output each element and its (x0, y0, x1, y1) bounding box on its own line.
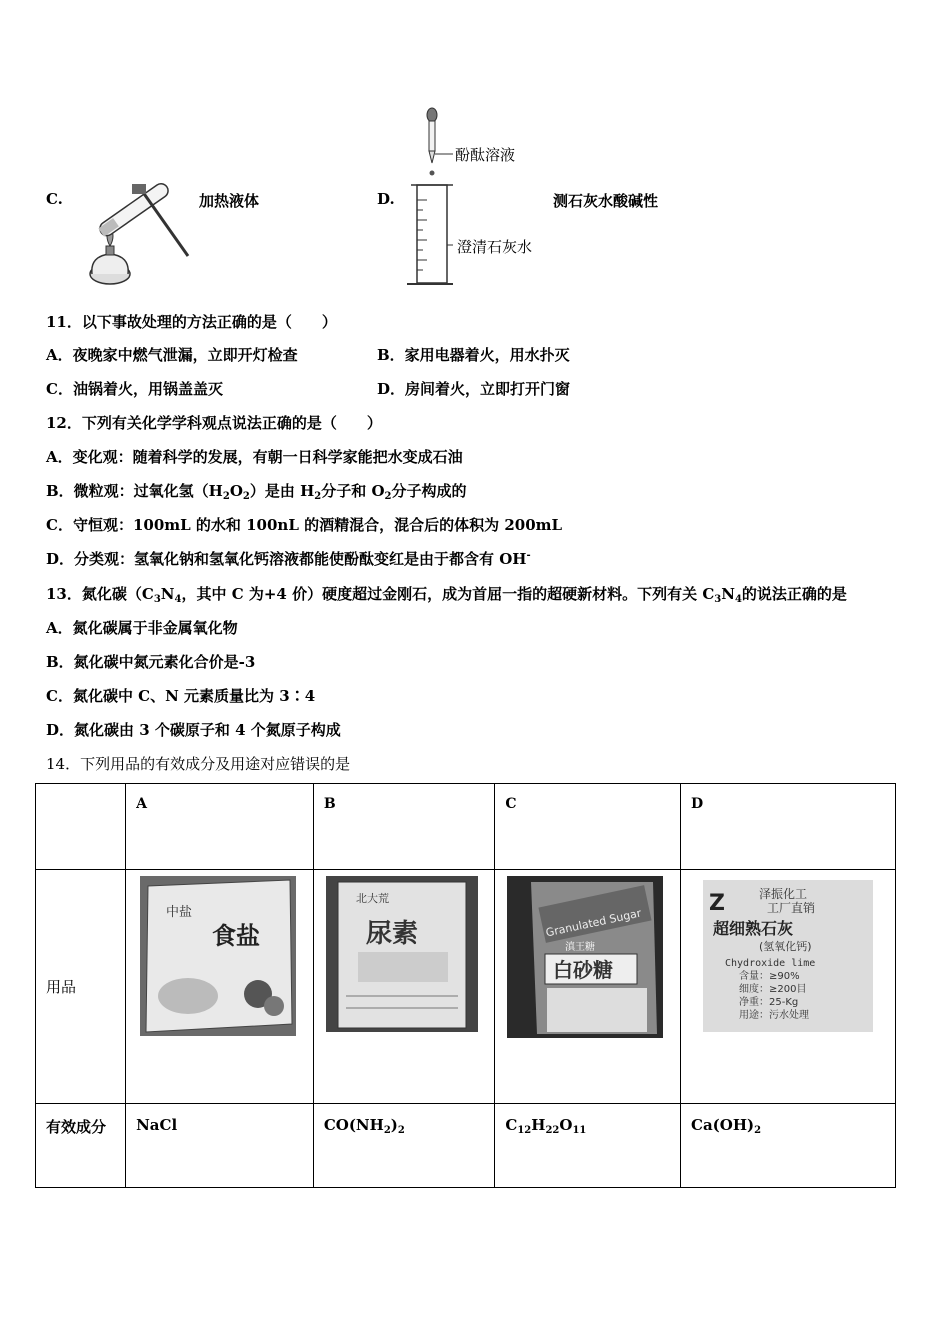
q12-option-a: A．变化观：随着科学的发展，有朝一日科学家能把水变成石油 (46, 448, 463, 466)
q12-option-b: B．微粒观：过氧化氢$(H_2O_2)$是由 $H_2$分子和 $O_2$分子构成的 (46, 482, 467, 502)
lime-en: Chydroxide lime (725, 958, 816, 969)
urea-bag-photo (326, 876, 478, 1032)
product-c-cell (495, 870, 681, 1104)
component-b: $CO(NH_2)_2$ (313, 1104, 495, 1188)
option-d-letter: D. (377, 190, 395, 208)
urea-brand: 北大荒 (355, 892, 389, 905)
q13-option-a: A．氮化碳属于非金属氧化物 (46, 619, 238, 637)
component-a: NaCl (126, 1104, 314, 1188)
row-label-component: 有效成分 (36, 1104, 126, 1188)
lime-l4: 用途：污水处理 (739, 1010, 809, 1021)
option-c-caption: 加热液体 (199, 192, 260, 210)
component-c: $C_{12}H_{22}O_{11}$ (495, 1104, 681, 1188)
table-corner (36, 784, 126, 870)
lime-name: 超细熟石灰 (713, 919, 794, 938)
svg-text:Z: Z (709, 891, 725, 916)
product-b-cell (313, 870, 495, 1104)
q11-option-a: A．夜晚家中燃气泄漏，立即开灯检查 (46, 346, 298, 364)
salt-bag-photo (140, 876, 296, 1036)
q14-stem: 14．下列用品的有效成分及用途对应错误的是 (46, 755, 351, 773)
header-b: B (313, 784, 495, 870)
q12-stem: 12．下列有关化学学科观点说法正确的是（ ） (46, 414, 382, 432)
salt-brand: 中盐 (166, 905, 193, 920)
header-d: D (681, 784, 896, 870)
product-a-cell (126, 870, 314, 1104)
lime-l3: 净重：25-Kg (739, 997, 799, 1008)
q14-table (35, 783, 896, 1188)
q11-option-c: C．油锅着火，用锅盖盖灭 (46, 380, 223, 398)
salt-name: 食盐 (212, 922, 261, 950)
urea-name: 尿素 (365, 919, 418, 949)
lime-l2: 细度：≥200目 (739, 984, 807, 995)
sugar-en-name: Granulated Sugar (544, 906, 643, 940)
lime-chem: (氢氧化钙) (759, 940, 812, 953)
option-c-letter: C. (46, 190, 63, 208)
sugar-bag-photo (507, 876, 663, 1038)
lime-company: 泽振化工 (759, 887, 808, 901)
cylinder-label: 澄清石灰水 (457, 238, 533, 256)
header-a: A (126, 784, 314, 870)
product-d-cell (681, 870, 896, 1104)
heating-liquid-figure (80, 178, 195, 290)
q13-option-b: B．氮化碳中氮元素化合价是-3 (46, 653, 256, 671)
component-d: $Ca(OH)_2$ (681, 1104, 896, 1188)
q13-option-c: C．氮化碳中 C、N 元素质量比为 3∶4 (46, 687, 316, 705)
lime-bag-photo (703, 880, 873, 1032)
q13-option-d: D．氮化碳由 3 个碳原子和 4 个氮原子构成 (46, 721, 341, 739)
dropper-label: 酚酞溶液 (455, 146, 516, 164)
q11-option-d: D．房间着火，立即打开门窗 (377, 380, 571, 398)
q12-option-d: D．分类观：氢氧化钠和氢氧化钙溶液都能使酚酞变红是由于都含有 OH- (46, 550, 531, 568)
lime-l1: 含量：≥90% (739, 971, 800, 982)
sugar-name: 白砂糖 (553, 958, 614, 982)
cylinder-dropper-figure (405, 105, 453, 290)
row-label-item: 用品 (36, 870, 126, 1104)
q11-option-b: B．家用电器着火，用水扑灭 (377, 346, 570, 364)
header-c: C (495, 784, 681, 870)
q13-stem: 13．氮化碳（$C_3N_4$，其中 C 为+4 价）硬度超过金刚石，成为首屈一指的超硬新材料。下列有关 $C_3N_4$的说法正确的是 (46, 585, 847, 605)
sugar-maker: 滇王糖 (565, 942, 596, 953)
q12-option-c: C．守恒观：100mL 的水和 100nL 的酒精混合，混合后的体积为 200mL (46, 516, 563, 534)
lime-company2: 工厂直销 (767, 901, 816, 915)
q11-stem: 11．以下事故处理的方法正确的是（ ） (46, 313, 337, 331)
option-d-caption: 测石灰水酸碱性 (553, 192, 659, 210)
